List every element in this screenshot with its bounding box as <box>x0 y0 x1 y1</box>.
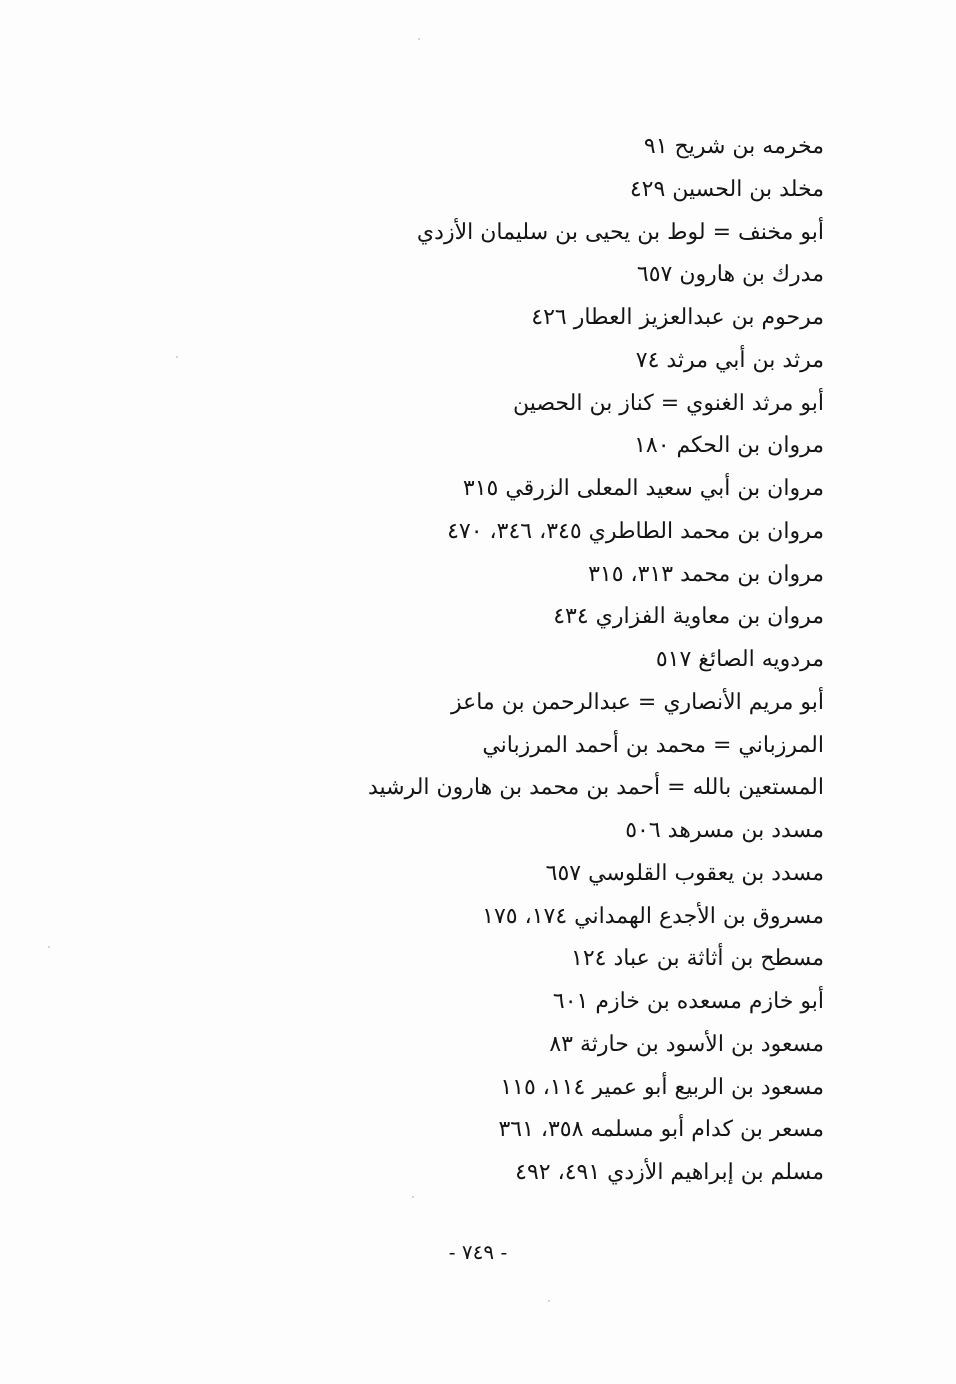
index-entry: أبو خازم مسعده بن خازم ٦٠١ <box>552 989 824 1014</box>
index-entry: مخرمه بن شريح ٩١ <box>643 134 824 159</box>
index-entry: مسدد بن مسرهد ٥٠٦ <box>625 818 824 843</box>
index-entry: مسعود بن الربيع أبو عمير ١١٤، ١١٥ <box>500 1074 824 1100</box>
index-entry: أبو مرثد الغنوي = كناز بن الحصين <box>512 390 824 416</box>
index-entry: أبو مريم الأنصاري = عبدالرحمن بن ماعز <box>450 689 824 715</box>
index-entry: مسروق بن الأجدع الهمداني ١٧٤، ١٧٥ <box>482 903 824 929</box>
index-entry: المرزباني = محمد بن أحمد المرزباني <box>482 732 824 758</box>
index-entry: مرحوم بن عبدالعزيز العطار ٤٢٦ <box>531 305 824 330</box>
index-entry: مخلد بن الحسين ٤٢٩ <box>629 176 824 202</box>
index-entry: مدرك بن هارون ٦٥٧ <box>636 262 824 288</box>
name-index-list <box>140 126 824 1195</box>
index-entry: مروان بن معاوية الفزاري ٤٣٤ <box>553 604 824 630</box>
index-entry: مردويه الصائغ ٥١٧ <box>655 647 824 672</box>
index-entry: مسعود بن الأسود بن حارثة ٨٣ <box>549 1031 824 1057</box>
index-entry: أبو مخنف = لوط بن يحيى بن سليمان الأزدي <box>416 219 824 245</box>
scan-speck <box>48 946 50 948</box>
scan-speck <box>412 1196 414 1198</box>
index-entry: المستعين بالله = أحمد بن محمد بن هارون الرشيد <box>367 775 824 801</box>
page-number: - ٧٤٩ - <box>448 1240 508 1264</box>
index-entry: مروان بن محمد ٣١٣، ٣١٥ <box>588 561 824 587</box>
index-entry: مروان بن أبي سعيد المعلى الزرقي ٣١٥ <box>462 476 824 501</box>
index-entry: مسطح بن أثاثة بن عباد ١٢٤ <box>571 946 824 972</box>
index-entry: مروان بن الحكم ١٨٠ <box>634 433 824 459</box>
index-entry: مسدد بن يعقوب القلوسي ٦٥٧ <box>545 860 824 886</box>
index-entry: مسعر بن كدام أبو مسلمه ٣٥٨، ٣٦١ <box>498 1117 824 1143</box>
index-entry: مروان بن محمد الطاطري ٣٤٥، ٣٤٦، ٤٧٠ <box>447 518 824 544</box>
index-entry: مسلم بن إبراهيم الأزدي ٤٩١، ٤٩٢ <box>515 1160 824 1185</box>
index-entry: مرثد بن أبي مرثد ٧٤ <box>635 347 824 373</box>
scan-speck <box>548 1300 550 1302</box>
scan-speck <box>176 356 178 358</box>
scan-speck <box>418 38 420 40</box>
